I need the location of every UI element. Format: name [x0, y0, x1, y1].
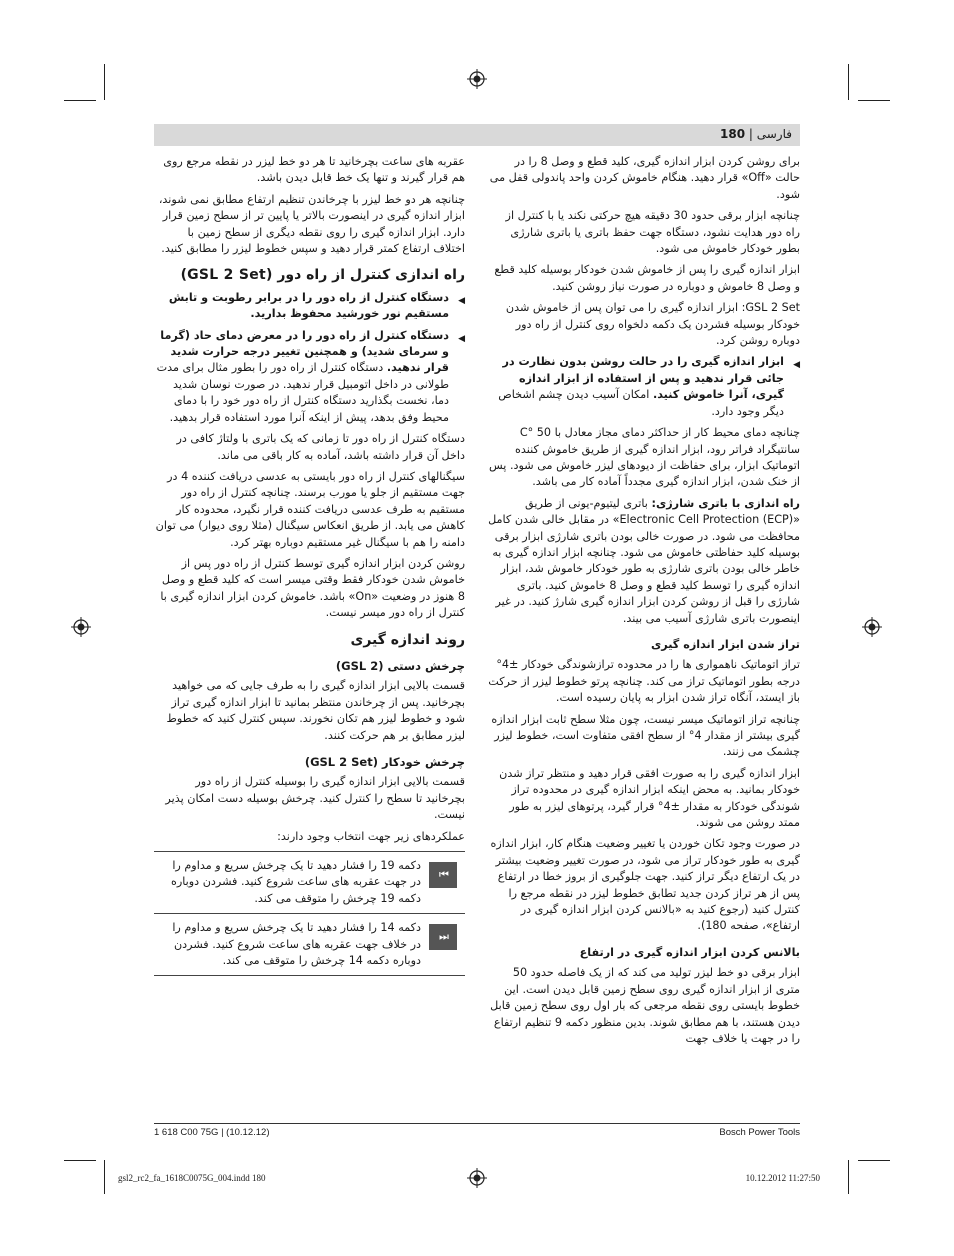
section-heading: بالانس کردن ابزار اندازه گیری در ارتفاع	[579, 945, 800, 959]
crop-mark	[858, 100, 890, 101]
warning-bullet	[488, 354, 800, 420]
right-column	[488, 154, 800, 1052]
footer-brand: Bosch Power Tools	[719, 1127, 800, 1138]
bullet-triangle-icon: ◀	[458, 295, 465, 306]
registration-mark-icon	[862, 617, 882, 637]
inline-heading: راه اندازی با باتری شارژی:	[651, 496, 800, 510]
paragraph: ابزار اندازه گیری را پس از خاموش شدن خودکار بوسیله کلید قطع و وصل 8 خاموش و دوباره در صورت نیاز روشن کنید.	[494, 263, 800, 293]
paragraph: راه اندازی با باتری شارژی: باتری لیتیوم-یونی از طریق «Electronic Cell Protection (ECP)» در مقابل خالی شدن کامل محافظت می شود. در صورت خالی بودن باتری شارژی ابزار برقی بوسیله کلید حفاظتی خاموش می شود. چنانچه ابزار اندازه گیری به خاطر خالی بودن باتری شارژی به طور خودکار خاموش شد، ابزار اندازه گیری را توسط کلید قطع و وصل 8 خاموش کنید. باتری شارژی را قبل از روشن کردن ابزار اندازه گیری شارژ کنید. در غیر اینصورت باتری شارژی آسیب می بیند.	[488, 496, 800, 625]
paragraph: چنانچه هر دو خط لیزر با چرخاندن تنظیم ارتفاع مطابق نمی شوند، ابزار اندازه گیری در اینصورت بالاتر یا پایین تر از سطح زمین قرار دارد. ابزار اندازه گیری را روی نقطه دیگری از سطح زمین با اختلاف ارتفاع کمتر قرار دهید و سپس خطوط لیزر را مطابق کنید.	[158, 192, 465, 256]
paragraph: عقربه های ساعت بچرخانید تا هر دو خط لیزر در نقطه مرجع روی هم قرار گیرند و تنها یک خط قابل دیدن باشد.	[163, 155, 465, 185]
crop-mark	[104, 1160, 105, 1194]
section-heading: تراز شدن ابزار اندازه گیری	[651, 637, 800, 651]
paragraph: ابزار برقی دو خط لیزر تولید می کند که از یک فاصله حدود 50 متری از ابزار اندازه گیری روی سطح زمین قابل دیدن است. این خطوط بایستی روی نقطه مرجعی که بار اول روی سطح زمین قابل دیدن هستند، با هم مطابق شوند. بدین منظور دکمه 9 تنظیم ارتفاع را در جهت یا خلاف جهت	[490, 966, 800, 1045]
rotate-clockwise-icon: ⏮	[429, 862, 457, 888]
warning-bold: ابزار اندازه گیری را در حالت روشن بدون نظارت در جائی قرار ندهید و پس از استفاده از ابزار اندازه گیری، آنرا خاموش کنید.	[502, 355, 784, 402]
bullet-triangle-icon: ◀	[793, 360, 800, 371]
paragraph: ابزار اندازه گیری را به صورت افقی قرار دهید و منتظر تراز شدن خودکار بمانید. به محض اینکه ابزار اندازه گیری در محدوده تراز شوندگی خودکار به مقدار ±4° قرار گیرد، پرتوهای لیزر به طور ممتد روشن می شوند.	[499, 766, 800, 830]
table-row	[154, 914, 465, 976]
paragraph: چنانچه ابزار برقی حدود 30 دقیقه هیچ حرکتی نکند یا با کنترل از راه دور هدایت نشود، دستگاه جهت حفظ باتری یا باتری شارژی بطور خودکار خاموش می شود.	[505, 209, 800, 256]
paragraph: قسمت بالایی ابزار اندازه گیری را بوسیله کنترل از راه دور بچرخانید تا سطح را کنترل کنید. چرخش بوسیله دست امکان پذیر نیست.	[165, 775, 465, 822]
slug-filename: gsl2_rc2_fa_1618C0075G_004.indd 180	[118, 1173, 266, 1183]
section-heading: راه اندازی کنترل از راه دور (GSL 2 Set)	[180, 267, 465, 284]
crop-mark	[858, 1160, 890, 1161]
slug-date: 10.12.2012 11:27:50	[745, 1173, 820, 1183]
footer-rule	[154, 1123, 800, 1124]
crop-mark	[64, 100, 96, 101]
bullet-triangle-icon: ◀	[458, 333, 465, 344]
footer-doc-code: 1 618 C00 75G | (10.12.12)	[154, 1127, 270, 1138]
paragraph: روشن کردن ابزار اندازه گیری توسط کنترل از راه دور پس از خاموش شدن خودکار فقط وقتی میسر است که کلید قطع و وصل 8 هنوز در وضعیت «On» باشد. خاموش کردن ابزار اندازه گیری با کنترل از راه دور میسر نیست.	[160, 556, 465, 620]
crop-mark	[848, 1160, 849, 1194]
table-row	[154, 852, 465, 914]
paragraph: چنانچه تراز اتوماتیک میسر نیست، چون مثلا سطح ثابت ابزار اندازه گیری بیشتر از مقدار 4° از سطح افقی متفاوت است، خطوط لیزر چشمک می زنند.	[491, 712, 800, 759]
header-label: فارسی | 180	[720, 127, 792, 141]
warning-text: امکان آسیب دیدن چشم اشخاص دیگر وجود دارد.	[498, 388, 784, 418]
registration-mark-icon	[467, 69, 487, 89]
crop-mark	[104, 64, 105, 100]
registration-mark-icon	[71, 617, 91, 637]
registration-mark-icon	[467, 1168, 487, 1188]
subsection-heading: چرخش دستی (GSL 2)	[335, 658, 465, 673]
page-number: 180	[720, 127, 746, 141]
paragraph: چنانچه دمای محیط کار از حداکثر دمای مجاز معادل با 50 °C سانتیگراد فراتر رود، ابزار اندازه گیری از طریق خاموش کننده اتوماتیک ابزار، برای حفاظت از دیودهای لیزر خاموش می شود. پس از خنک شدن، ابزار اندازه گیری مجدداً آماده کار می باشد.	[489, 426, 800, 489]
crop-mark	[848, 64, 849, 100]
section-heading: روند اندازه گیری	[350, 631, 465, 648]
function-table	[154, 851, 465, 976]
paragraph: در صورت وجود تکان خوردن یا تغییر وضعیت هنگام کار، ابزار اندازه گیری به طور خودکار تراز می شود، در صورت تغییر وضعیت بیشتر در یک ارتفاع دیگر تراز کنید. جهت جلوگیری از بروز خطا در ارتفاع پس از هر تراز کردن جدید تطابق خطوط لیزر در نقطه مرجع را کنترل کنید (رجوع کنید به «بالانس کردن ابزار اندازه گیری در ارتفاع»، صفحه 180).	[490, 837, 800, 933]
header-language: فارسی	[756, 127, 792, 141]
crop-mark	[64, 1160, 96, 1161]
paragraph: برای روشن کردن ابزار اندازه گیری، کلید قطع و وصل 8 را در حالت «Off» قرار دهید. هنگام خاموش کردن واحد پاندولی قفل می شود.	[489, 155, 800, 201]
page-header	[154, 124, 800, 146]
paragraph: سیگنالهای کنترل از راه دور بایستی به عدسی دریافت کننده 4 در جهت مستقیم از جلو یا مورب برسند. چنانچه کنترل از راه دور مستقیم به طرف عدسی دریافت کننده قرار نگیرد، محدوده کار کاهش می یابد. از طریق انعکاس سیگنال (مثلا روی دیوار) می توان دامنه را هم با سیگنال غیر مستقیم دوباره بهتر کرد.	[155, 469, 465, 549]
paragraph: دستگاه کنترل از راه دور تا زمانی که یک باتری با ولتاژ کافی در داخل آن قرار داشته باشد، آماده به کار باقی می ماند.	[176, 432, 465, 462]
subsection-heading: چرخش خودکار (GSL 2 Set)	[304, 755, 465, 769]
paragraph: GSL 2 Set: ابزار اندازه گیری را می توان پس از خاموش شدن خودکار بوسیله فشردن یک دکمه دلخواه روی کنترل از راه دور دوباره روشن کرد.	[505, 301, 800, 348]
function-description: دکمه 19 را فشار دهید تا یک چرخش سریع و مداوم را در جهت عقربه های ساعت شروع کنید. فشردن دوباره دکمه 19 چرخش را متوقف می کند.	[170, 859, 421, 905]
warning-bullet: ◀ دستگاه کنترل از راه دور را در برابر رطوبت و تابش مستقیم نور خورشید محفوظ بدارید.	[168, 290, 465, 321]
paragraph: عملکردهای زیر جهت انتخاب وجود دارند:	[277, 829, 465, 843]
rotate-counterclockwise-icon: ⏭	[429, 924, 457, 950]
paragraph: تراز اتوماتیک ناهمواری ها را در محدوده ترازشوندگی خودکار ±4° درجه بطور اتوماتیک تراز می کند. چنانچه پرتو خطوط لیزر از حرکت باز ایستد، آنگاه تراز شدن ابزار به پایان رسیده است.	[488, 658, 800, 705]
function-description: دکمه 14 را فشار دهید تا یک چرخش سریع و مداوم را در خلاف جهت عقربه های ساعت شروع کنید. فشردن دوباره دکمه 14 چرخش را متوقف می کند.	[172, 921, 421, 968]
left-column	[154, 154, 465, 976]
paragraph: قسمت بالایی ابزار اندازه گیری را به طرف جایی که می خواهید بچرخانید. پس از چرخاندن منتظر بمانید تا ابزار اندازه گیری تراز شود و خطوط لیزر هم تکان نخورند. سپس کنترل کنید که خطوط لیزر مطابق بر هم حرکت کنند.	[166, 679, 465, 742]
warning-bullet: ◀ دستگاه کنترل از راه دور را در معرض دمای حاد (گرما و سرمای شدید) و همچنین تغییر درجه حرارت شدید قرار ندهید. دستگاه کنترل از راه دور را بطور مثال برای مدت طولانی در داخل اتومبیل قرار ندهید. در صورت نوسان شدید دما، نخست بگذارید دستگاه کنترل از راه دور خود را با دمای محیط وفق بدهد، پیش از اینکه آنرا مورد استفاده قرار بدهید.	[156, 328, 465, 424]
